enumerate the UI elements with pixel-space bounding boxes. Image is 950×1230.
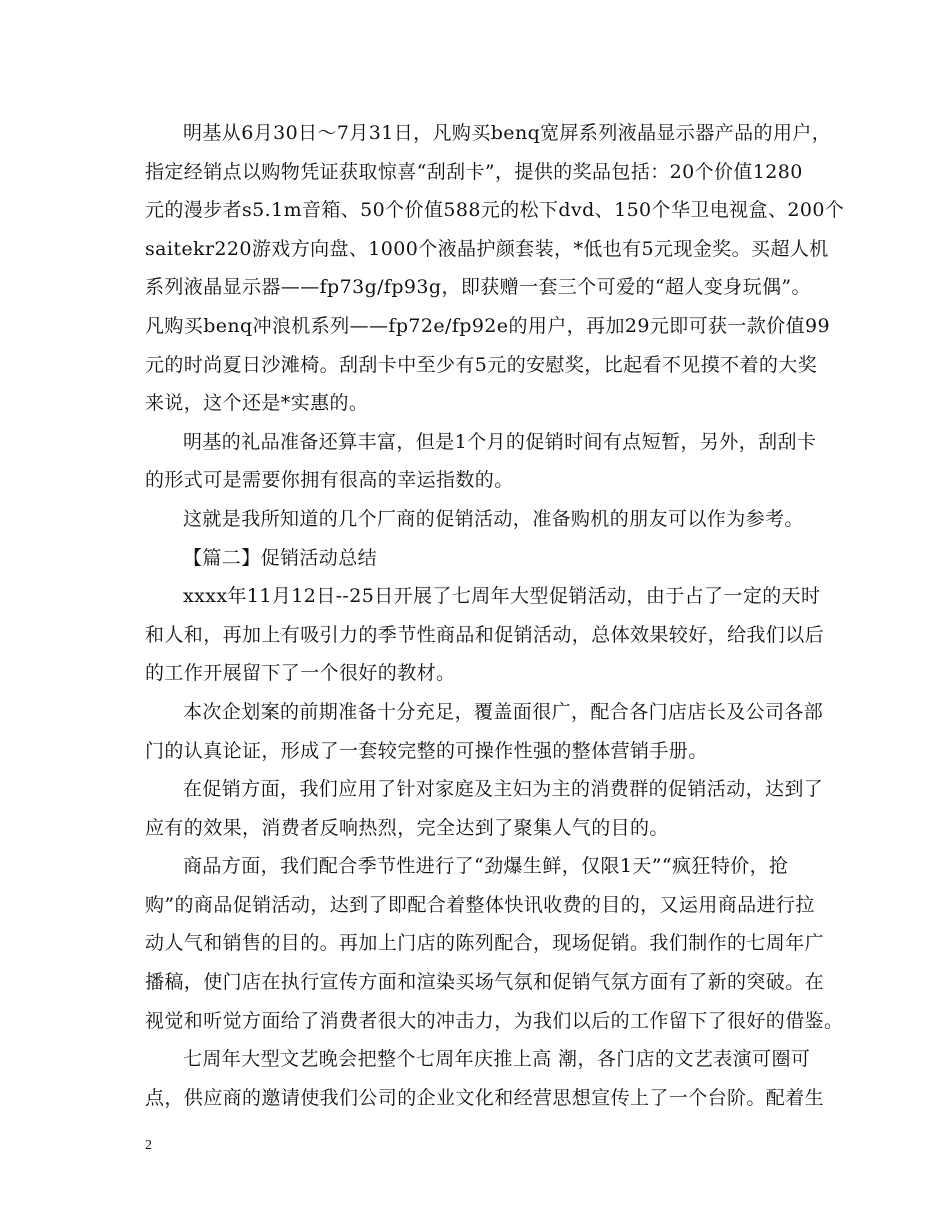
text-line: 元的漫步者s5.1m音箱、50个价值588元的松下dvd、150个华卫电视盒、200个 (145, 199, 845, 222)
text-line: 凡购买benq冲浪机系列——fp72e/fp92e的用户，再加29元即可获一款价值99 (145, 314, 830, 337)
text-line: 【篇二】促销活动总结 (183, 546, 378, 569)
paragraph (145, 1040, 825, 1117)
text-line: 购”的商品促销活动，达到了即配合着整体快讯收费的目的，又运用商品进行拉 (145, 893, 815, 916)
text-line: 七周年大型文艺晚会把整个七周年庆推上高 潮，各门店的文艺表演可圈可 (183, 1048, 811, 1071)
text-line: 本次企划案的前期准备十分充足，覆盖面很广，配合各门店店长及公司各部 (183, 700, 824, 723)
page-number: 2 (145, 1138, 152, 1153)
text-line: 和人和，再加上有吸引力的季节性商品和促销活动，总体效果较好，给我们以后 (145, 623, 825, 646)
section-heading (145, 539, 815, 578)
text-line: 播稿，使门店在执行宣传方面和渲染买场气氛和促销气氛方面有了新的突破。在 (145, 971, 825, 994)
text-line: 点，供应商的邀请使我们公司的企业文化和经营思想宣传上了一个台阶。配着生 (145, 1086, 825, 1109)
text-line: 应有的效果，消费者反响热烈，完全达到了聚集人气的目的。 (145, 816, 669, 839)
paragraph (145, 577, 825, 693)
text-line: 明基从6月30日～7月31日，凡购买benq宽屏系列液晶显示器产品的用户， (183, 122, 832, 144)
text-line: 门的认真论证，形成了一套较完整的可操作性强的整体营销手册。 (145, 739, 708, 762)
paragraph (145, 114, 845, 423)
text-line: 的形式可是需要你拥有很高的幸运指数的。 (145, 469, 514, 492)
text-line: 在促销方面，我们应用了针对家庭及主妇为主的消费群的促销活动，达到了 (183, 778, 824, 801)
text-line: 系列液晶显示器——fp73g/fp93g，即获赠一套三个可爱的“超人变身玩偶”。 (145, 276, 811, 299)
text-line: 商品方面，我们配合季节性进行了“劲爆生鲜，仅限1天”“疯狂特价，抢 (183, 855, 789, 878)
text-line: saitekr220游戏方向盘、1000个液晶护颜套装，*低也有5元现金奖。买超人机 (145, 237, 829, 260)
text-line: 元的时尚夏日沙滩椅。刮刮卡中至少有5元的安慰奖，比起看不见摸不着的大奖 (145, 353, 818, 376)
text-line: 动人气和销售的目的。再加上门店的陈列配合，现场促销。我们制作的七周年广 (145, 932, 825, 955)
paragraph (145, 847, 844, 1040)
text-line: 的工作开展留下了一个很好的教材。 (145, 662, 456, 685)
text-line: 指定经销点以购物凭证获取惊喜“刮刮卡”，提供的奖品包括：20个价值1280 (145, 160, 803, 183)
document-body (145, 114, 845, 1117)
text-line: xxxx年11月12日--25日开展了七周年大型促销活动，由于占了一定的天时 (183, 585, 821, 608)
text-line: 这就是我所知道的几个厂商的促销活动，准备购机的朋友可以作为参考。 (183, 507, 804, 530)
paragraph (145, 693, 824, 770)
text-line: 视觉和听觉方面给了消费者很大的冲击力，为我们以后的工作留下了很好的借鉴。 (145, 1009, 844, 1032)
paragraph (145, 770, 824, 847)
text-line: 明基的礼品准备还算丰富，但是1个月的促销时间有点短暂，另外，刮刮卡 (183, 430, 817, 453)
paragraph (145, 423, 815, 500)
paragraph (145, 500, 815, 539)
text-line: 来说，这个还是*实惠的。 (145, 392, 369, 415)
